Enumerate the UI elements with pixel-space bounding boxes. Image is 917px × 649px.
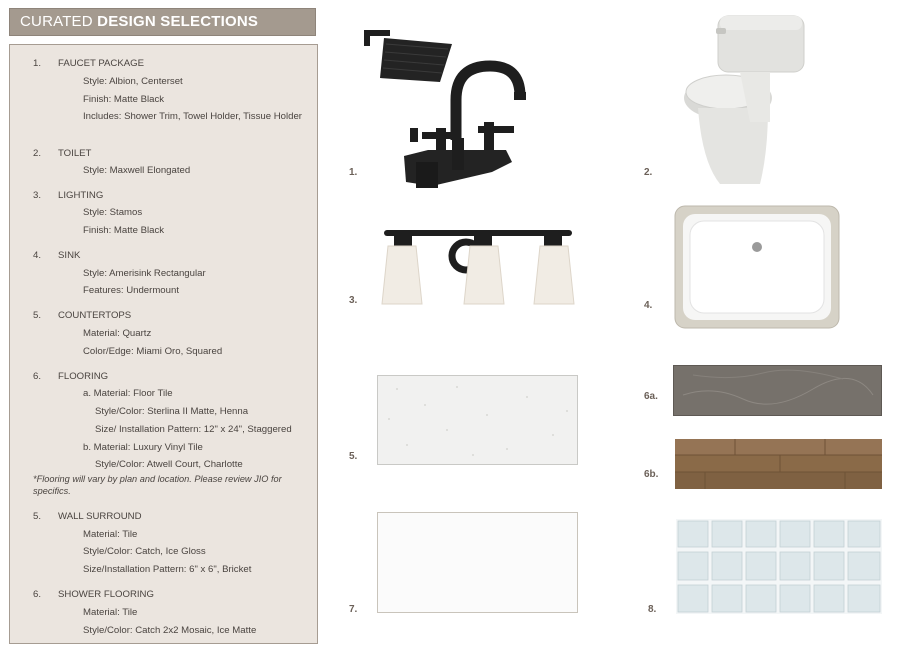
item-number: 5. — [33, 511, 42, 522]
flooring-note: *Flooring will vary by plan and location. Please review JIO for specifics. — [33, 474, 282, 496]
item-detail: Material: Quartz — [83, 328, 152, 339]
item-detail: Style: Albion, Centerset — [83, 76, 183, 87]
toilet-image — [680, 12, 810, 192]
item-detail: Style/Color: Atwell Court, Charlotte — [95, 459, 243, 470]
picture-label: 1. — [349, 167, 358, 178]
picture-label: 3. — [349, 295, 358, 306]
item-detail: Size/Installation Pattern: 6" x 6", Bricket — [83, 564, 252, 575]
picture-label: 8. — [648, 604, 657, 615]
item-number: 6. — [33, 371, 42, 382]
item-number: 1. — [33, 58, 42, 69]
item-number: 2. — [33, 148, 42, 159]
section-heading-sink: SINK — [58, 250, 81, 261]
item-detail: Style/Color: Catch 2x2 Mosaic, Ice Matte — [83, 625, 257, 636]
luxury-vinyl-swatch — [675, 439, 882, 489]
header-bold: DESIGN SELECTIONS — [97, 13, 259, 30]
section-heading-shower-flooring: SHOWER FLOORING — [58, 589, 154, 600]
item-detail: Finish: Matte Black — [83, 225, 165, 236]
picture-label: 7. — [349, 604, 358, 615]
item-number: 4. — [33, 250, 42, 261]
item-number: 5. — [33, 310, 42, 321]
picture-label: 6a. — [644, 391, 658, 402]
item-number: 3. — [33, 190, 42, 201]
item-detail: Color/Edge: Miami Oro, Squared — [83, 346, 223, 357]
item-detail: Style: Stamos — [83, 207, 143, 218]
section-heading-flooring: FLOORING — [58, 371, 109, 382]
section-heading-wall-surround: WALL SURROUND — [58, 511, 142, 522]
item-number: 6. — [33, 589, 42, 600]
item-detail: Size/ Installation Pattern: 12" x 24", Staggered — [95, 424, 292, 435]
vanity-light-image — [378, 226, 578, 310]
item-detail: Style/Color: Sterlina II Matte, Henna — [95, 406, 249, 417]
item-detail: a. Material: Floor Tile — [83, 388, 173, 399]
picture-label: 5. — [349, 451, 358, 462]
picture-label: 4. — [644, 300, 653, 311]
picture-label: 2. — [644, 167, 653, 178]
floor-tile-swatch — [673, 365, 882, 416]
item-detail: Style/Color: Catch, Ice Gloss — [83, 546, 206, 557]
page-header — [9, 8, 316, 36]
item-detail: Material: Tile — [83, 607, 138, 618]
section-heading-faucet: FAUCET PACKAGE — [58, 58, 145, 69]
item-detail: Finish: Matte Black — [83, 94, 165, 105]
item-detail: Style: Amerisink Rectangular — [83, 268, 206, 279]
item-detail: Features: Undermount — [83, 285, 179, 296]
wall-tile-swatch — [377, 512, 578, 613]
header-light: CURATED — [20, 13, 93, 30]
item-detail: Style: Maxwell Elongated — [83, 165, 191, 176]
section-heading-lighting: LIGHTING — [58, 190, 104, 201]
shower-mosaic-swatch — [676, 519, 882, 614]
section-heading-countertops: COUNTERTOPS — [58, 310, 132, 321]
picture-label: 6b. — [644, 469, 659, 480]
faucet-package-image — [360, 22, 540, 194]
item-detail: Material: Tile — [83, 529, 138, 540]
sink-image — [674, 205, 840, 329]
item-detail: b. Material: Luxury Vinyl Tile — [83, 442, 203, 453]
section-heading-toilet: TOILET — [58, 148, 92, 159]
countertop-swatch — [377, 375, 578, 465]
item-detail: Includes: Shower Trim, Towel Holder, Tissue Holder — [83, 111, 302, 122]
